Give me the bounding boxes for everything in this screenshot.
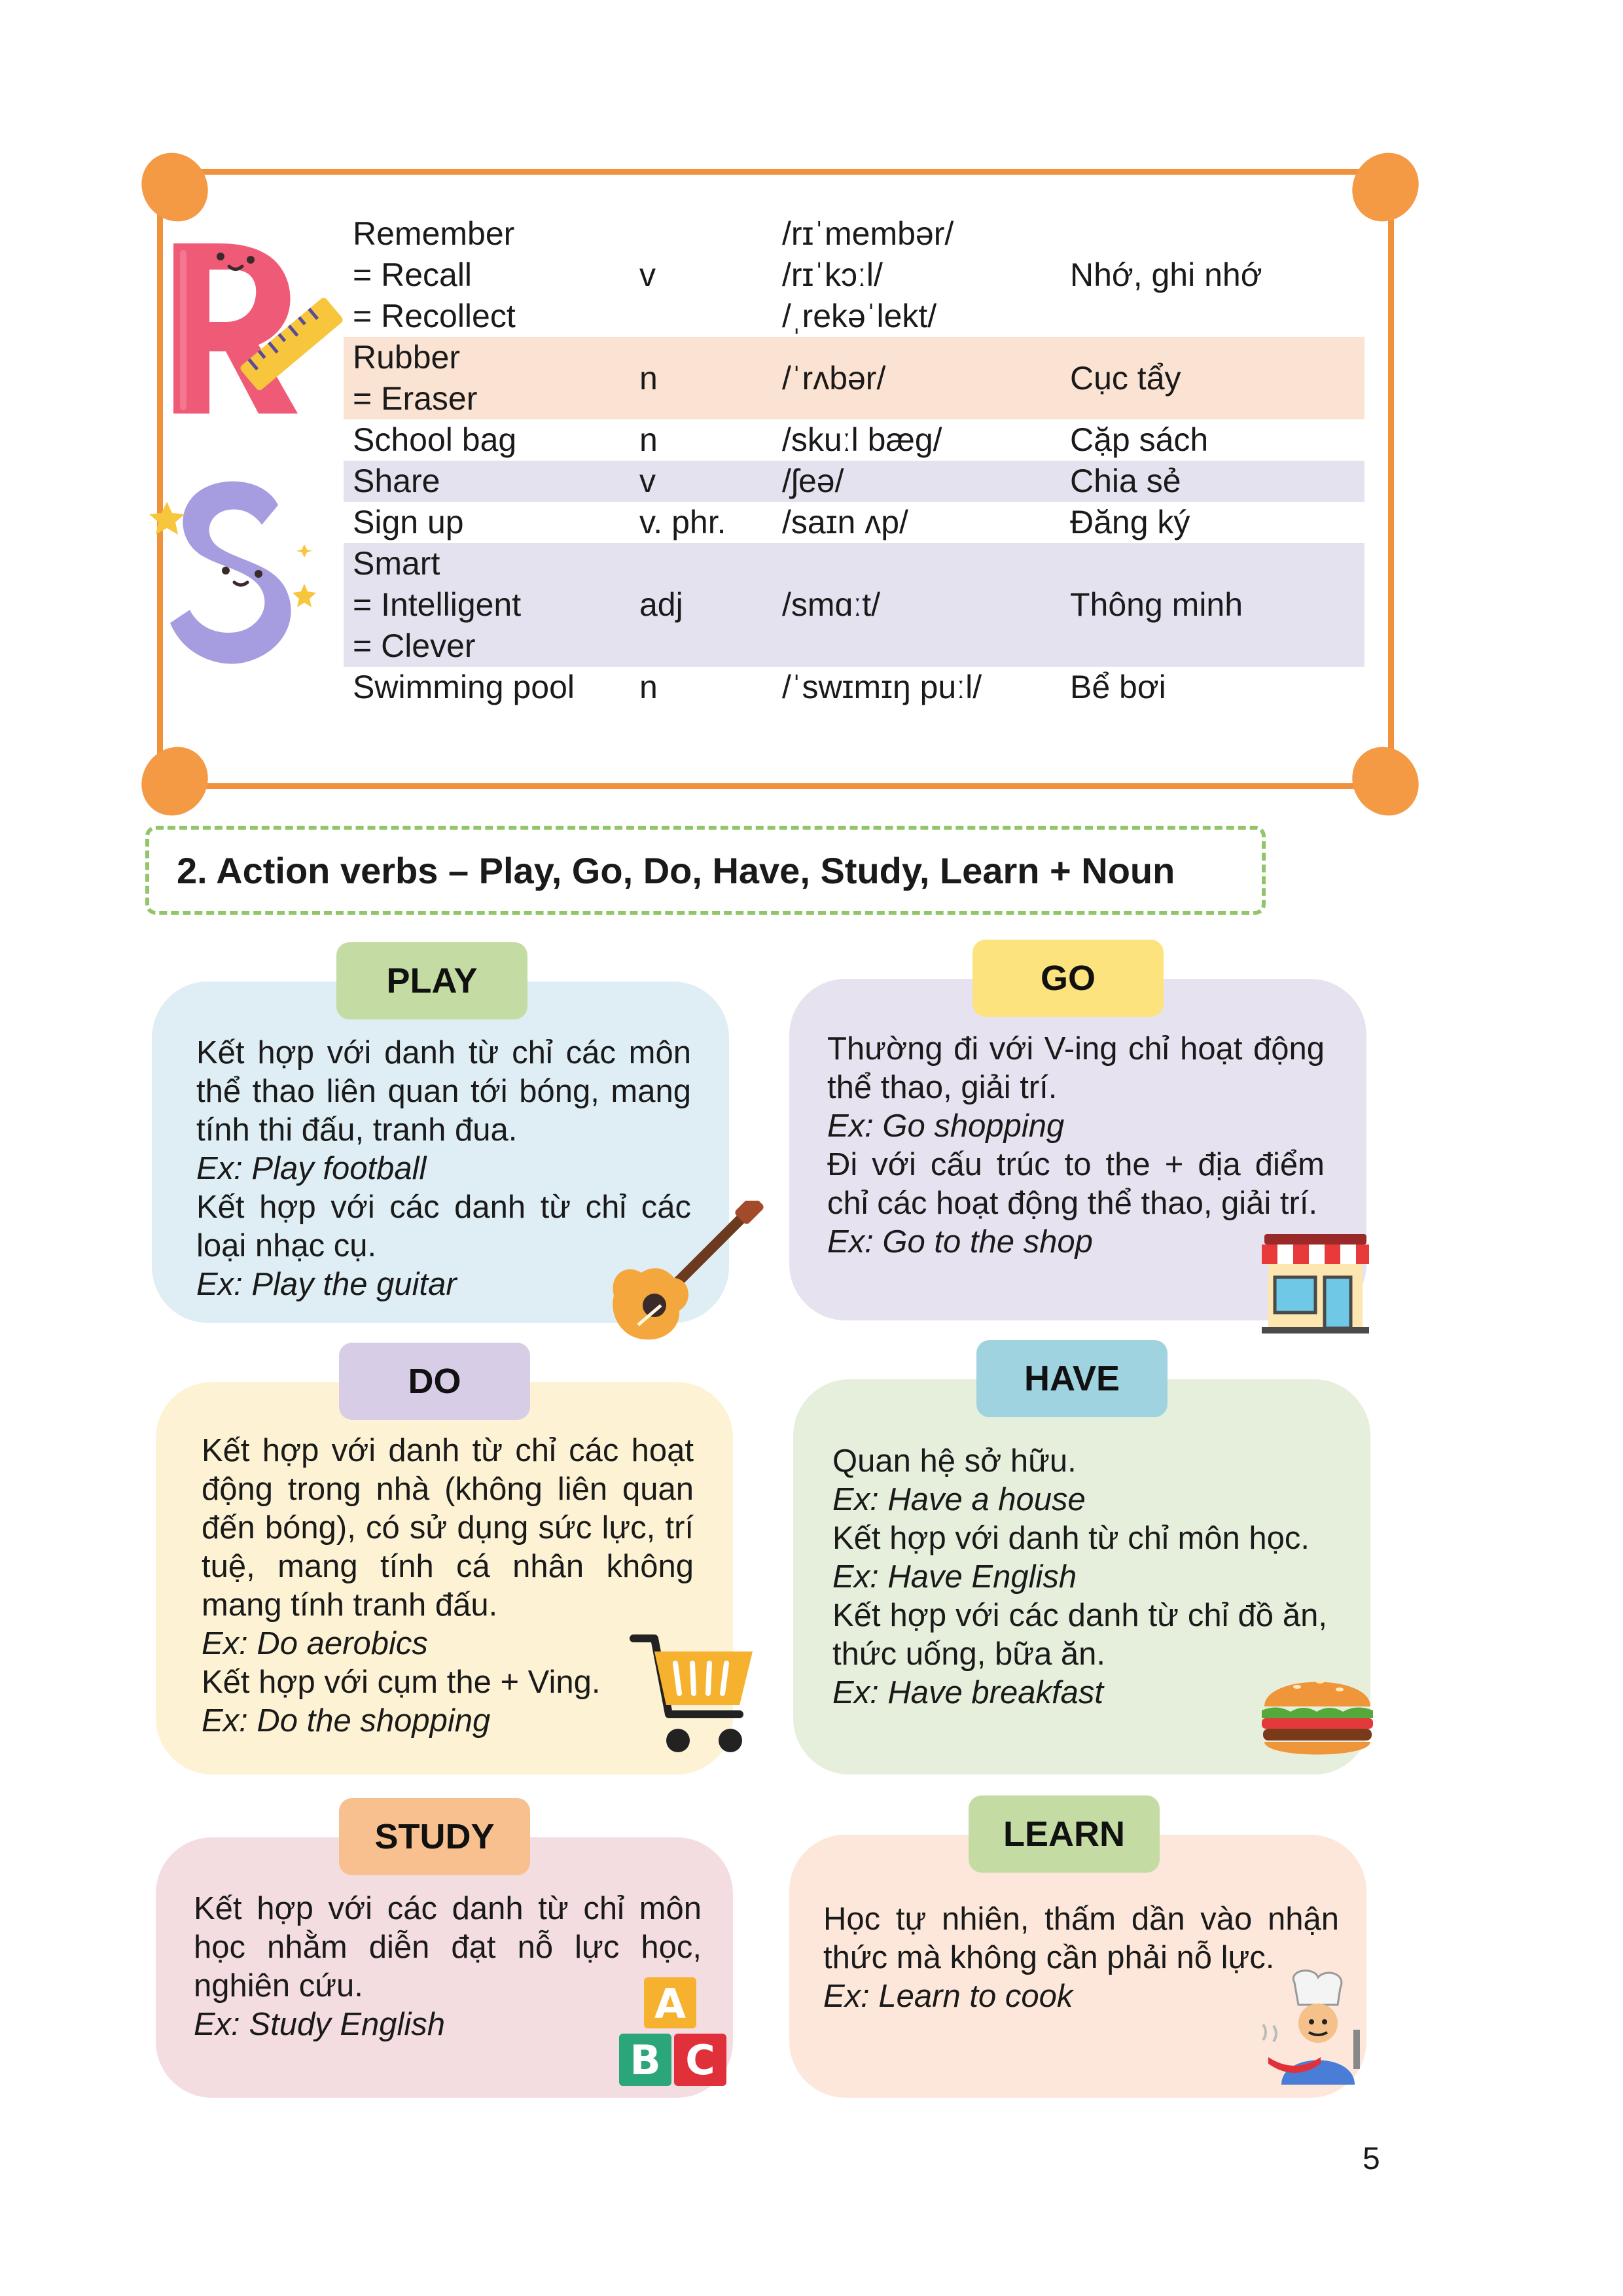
usage-line: Kết hợp với danh từ chỉ các hoạt động trong nhà (không liên quan đến bóng), có sử dụng sức lực, trí tuệ, mang tính cá nhân không mang tính tranh đấu. (202, 1433, 694, 1623)
svg-text:C: C (685, 2036, 715, 2084)
vocab-meaning: Chia sẻ (1070, 463, 1181, 499)
vocab-word-line: Rubber (353, 339, 460, 376)
vocab-ipa (773, 419, 1061, 461)
section-heading-box (145, 826, 1266, 915)
vocabulary-row (344, 502, 1364, 543)
vocab-word-line: Swimming pool (353, 669, 575, 705)
vocab-type: v. phr. (639, 504, 726, 540)
vocab-word-line: = Intelligent (353, 586, 522, 623)
page-number: 5 (1363, 2142, 1380, 2176)
vocab-type: adj (639, 586, 683, 623)
vocab-meaning: Cục tẩy (1070, 359, 1181, 397)
svg-text:A: A (654, 1980, 686, 2028)
example-line: Ex: Do the shopping (202, 1703, 491, 1739)
example-line: Ex: Have a house (832, 1482, 1086, 1517)
example-line: Ex: Play the guitar (196, 1267, 457, 1302)
example-line: Ex: Go to the shop (827, 1224, 1093, 1260)
usage-line: Kết hợp với các danh từ chỉ đồ ăn, thức uống, bữa ăn. (832, 1598, 1327, 1672)
go-tab-label: GO (1040, 959, 1096, 998)
usage-line: Kết hợp với các danh từ chỉ các loại nhạc cụ. (196, 1190, 691, 1263)
burger-icon (1258, 1661, 1377, 1765)
vocab-meaning: Nhớ, ghi nhớ (1070, 256, 1262, 293)
vocab-word-line: Share (353, 463, 440, 499)
do-tab-label: DO (408, 1362, 461, 1401)
vocab-word (344, 502, 630, 543)
vocab-ipa-line: /saɪn ʌp/ (782, 504, 908, 540)
shopping-cart-icon (628, 1629, 759, 1760)
vocabulary-row (344, 337, 1364, 419)
vocab-ipa-line: /ˌrekəˈlekt/ (782, 298, 937, 334)
vocab-word-line: Sign up (353, 504, 464, 540)
vocab-meaning: Bể bơi (1070, 669, 1166, 705)
example-line: Ex: Do aerobics (202, 1626, 428, 1661)
vocab-word-line: Remember (353, 215, 515, 252)
example-line: Ex: Go shopping (827, 1108, 1065, 1144)
letter-s-stars-icon (147, 466, 324, 682)
letter-r-ruler-icon (147, 230, 344, 427)
vocab-ipa (773, 213, 1061, 337)
play-tab-label: PLAY (386, 961, 478, 1000)
vocab-word-line: = Clever (353, 627, 476, 664)
example-line: Ex: Have English (832, 1559, 1077, 1595)
example-line: Ex: Learn to cook (823, 1979, 1073, 2014)
vocabulary-row (344, 461, 1364, 502)
vocabulary-row (344, 667, 1364, 708)
chef-icon (1255, 1969, 1376, 2087)
example-line: Ex: Study English (194, 2007, 446, 2042)
vocab-word (344, 461, 630, 502)
usage-line: Kết hợp với cụm the + Ving. (202, 1665, 601, 1700)
vocabulary-table (344, 213, 1364, 708)
section-title: 2. Action verbs – Play, Go, Do, Have, Study, Learn + Noun (177, 849, 1175, 891)
vocab-word-line: = Recall (353, 256, 473, 293)
vocab-ipa-line: /ˈswɪmɪŋ puːl/ (782, 669, 982, 705)
vocab-word-line: School bag (353, 421, 517, 458)
vocab-meaning: Thông minh (1070, 586, 1243, 623)
do-tab (339, 1343, 530, 1420)
play-tab (336, 942, 527, 1019)
example-line: Ex: Have breakfast (832, 1675, 1103, 1710)
vocab-word-line: Smart (353, 545, 440, 582)
vocabulary-row (344, 213, 1364, 337)
have-tab (976, 1340, 1168, 1417)
guitar-icon (602, 1201, 766, 1351)
usage-line: Kết hợp với danh từ chỉ các môn thể thao liên quan tới bóng, mang tính thi đấu, tranh đua. (196, 1035, 691, 1148)
vocab-word (344, 667, 630, 708)
vocab-ipa (773, 461, 1061, 502)
vocab-ipa-line: /smɑːt/ (782, 586, 881, 623)
vocab-word-line: = Eraser (353, 380, 478, 417)
vocab-type: n (639, 359, 658, 397)
learn-tab (969, 1795, 1160, 1873)
learn-tab-label: LEARN (1003, 1814, 1125, 1854)
vocab-ipa (773, 667, 1061, 708)
vocab-ipa-line: /rɪˈmembər/ (782, 215, 954, 252)
svg-text:B: B (630, 2036, 661, 2084)
vocab-meaning: Đăng ký (1070, 504, 1190, 540)
vocabulary-row (344, 543, 1364, 667)
vocab-ipa-line: /ˈrʌbər/ (782, 359, 886, 397)
vocab-ipa-line: /skuːl bæg/ (782, 421, 942, 458)
vocab-word-line: = Recollect (353, 298, 516, 334)
usage-line: Thường đi với V-ing chỉ hoạt động thể thao, giải trí. (827, 1031, 1325, 1105)
vocab-word (344, 213, 630, 337)
go-tab (972, 940, 1164, 1017)
usage-line: Kết hợp với các danh từ chỉ môn học nhằm diễn đạt nỗ lực học, nghiên cứu. (194, 1891, 702, 2004)
usage-line: Quan hệ sở hữu. (832, 1443, 1077, 1479)
usage-line: Đi với cấu trúc to the + địa điểm chỉ các hoạt động thể thao, giải trí. (827, 1147, 1325, 1221)
shop-icon (1259, 1231, 1372, 1336)
vocab-word (344, 419, 630, 461)
vocab-meaning: Cặp sách (1070, 421, 1209, 458)
usage-line: Kết hợp với danh từ chỉ môn học. (832, 1521, 1310, 1556)
study-tab-label: STUDY (374, 1817, 495, 1856)
vocab-ipa (773, 502, 1061, 543)
vocab-word (344, 337, 630, 419)
vocab-type: v (639, 463, 656, 499)
do-card-body (202, 1432, 694, 1740)
vocab-ipa (773, 358, 1061, 399)
example-line: Ex: Play football (196, 1151, 427, 1186)
vocab-type: n (639, 421, 658, 458)
vocab-type: v (639, 256, 656, 293)
vocab-ipa-line: /ʃeə/ (782, 463, 844, 499)
have-tab-label: HAVE (1024, 1359, 1120, 1398)
have-card-body (832, 1442, 1327, 1712)
go-card-body (827, 1030, 1325, 1262)
usage-line: Học tự nhiên, thấm dần vào nhận thức mà không cần phải nỗ lực. (823, 1901, 1339, 1975)
study-tab (339, 1798, 530, 1875)
vocab-word (344, 543, 630, 667)
vocab-ipa (773, 584, 1061, 626)
vocab-ipa-line: /rɪˈkɔːl/ (782, 256, 883, 293)
abc-blocks-icon (618, 1975, 729, 2106)
vocab-type: n (639, 669, 658, 705)
vocabulary-row (344, 419, 1364, 461)
